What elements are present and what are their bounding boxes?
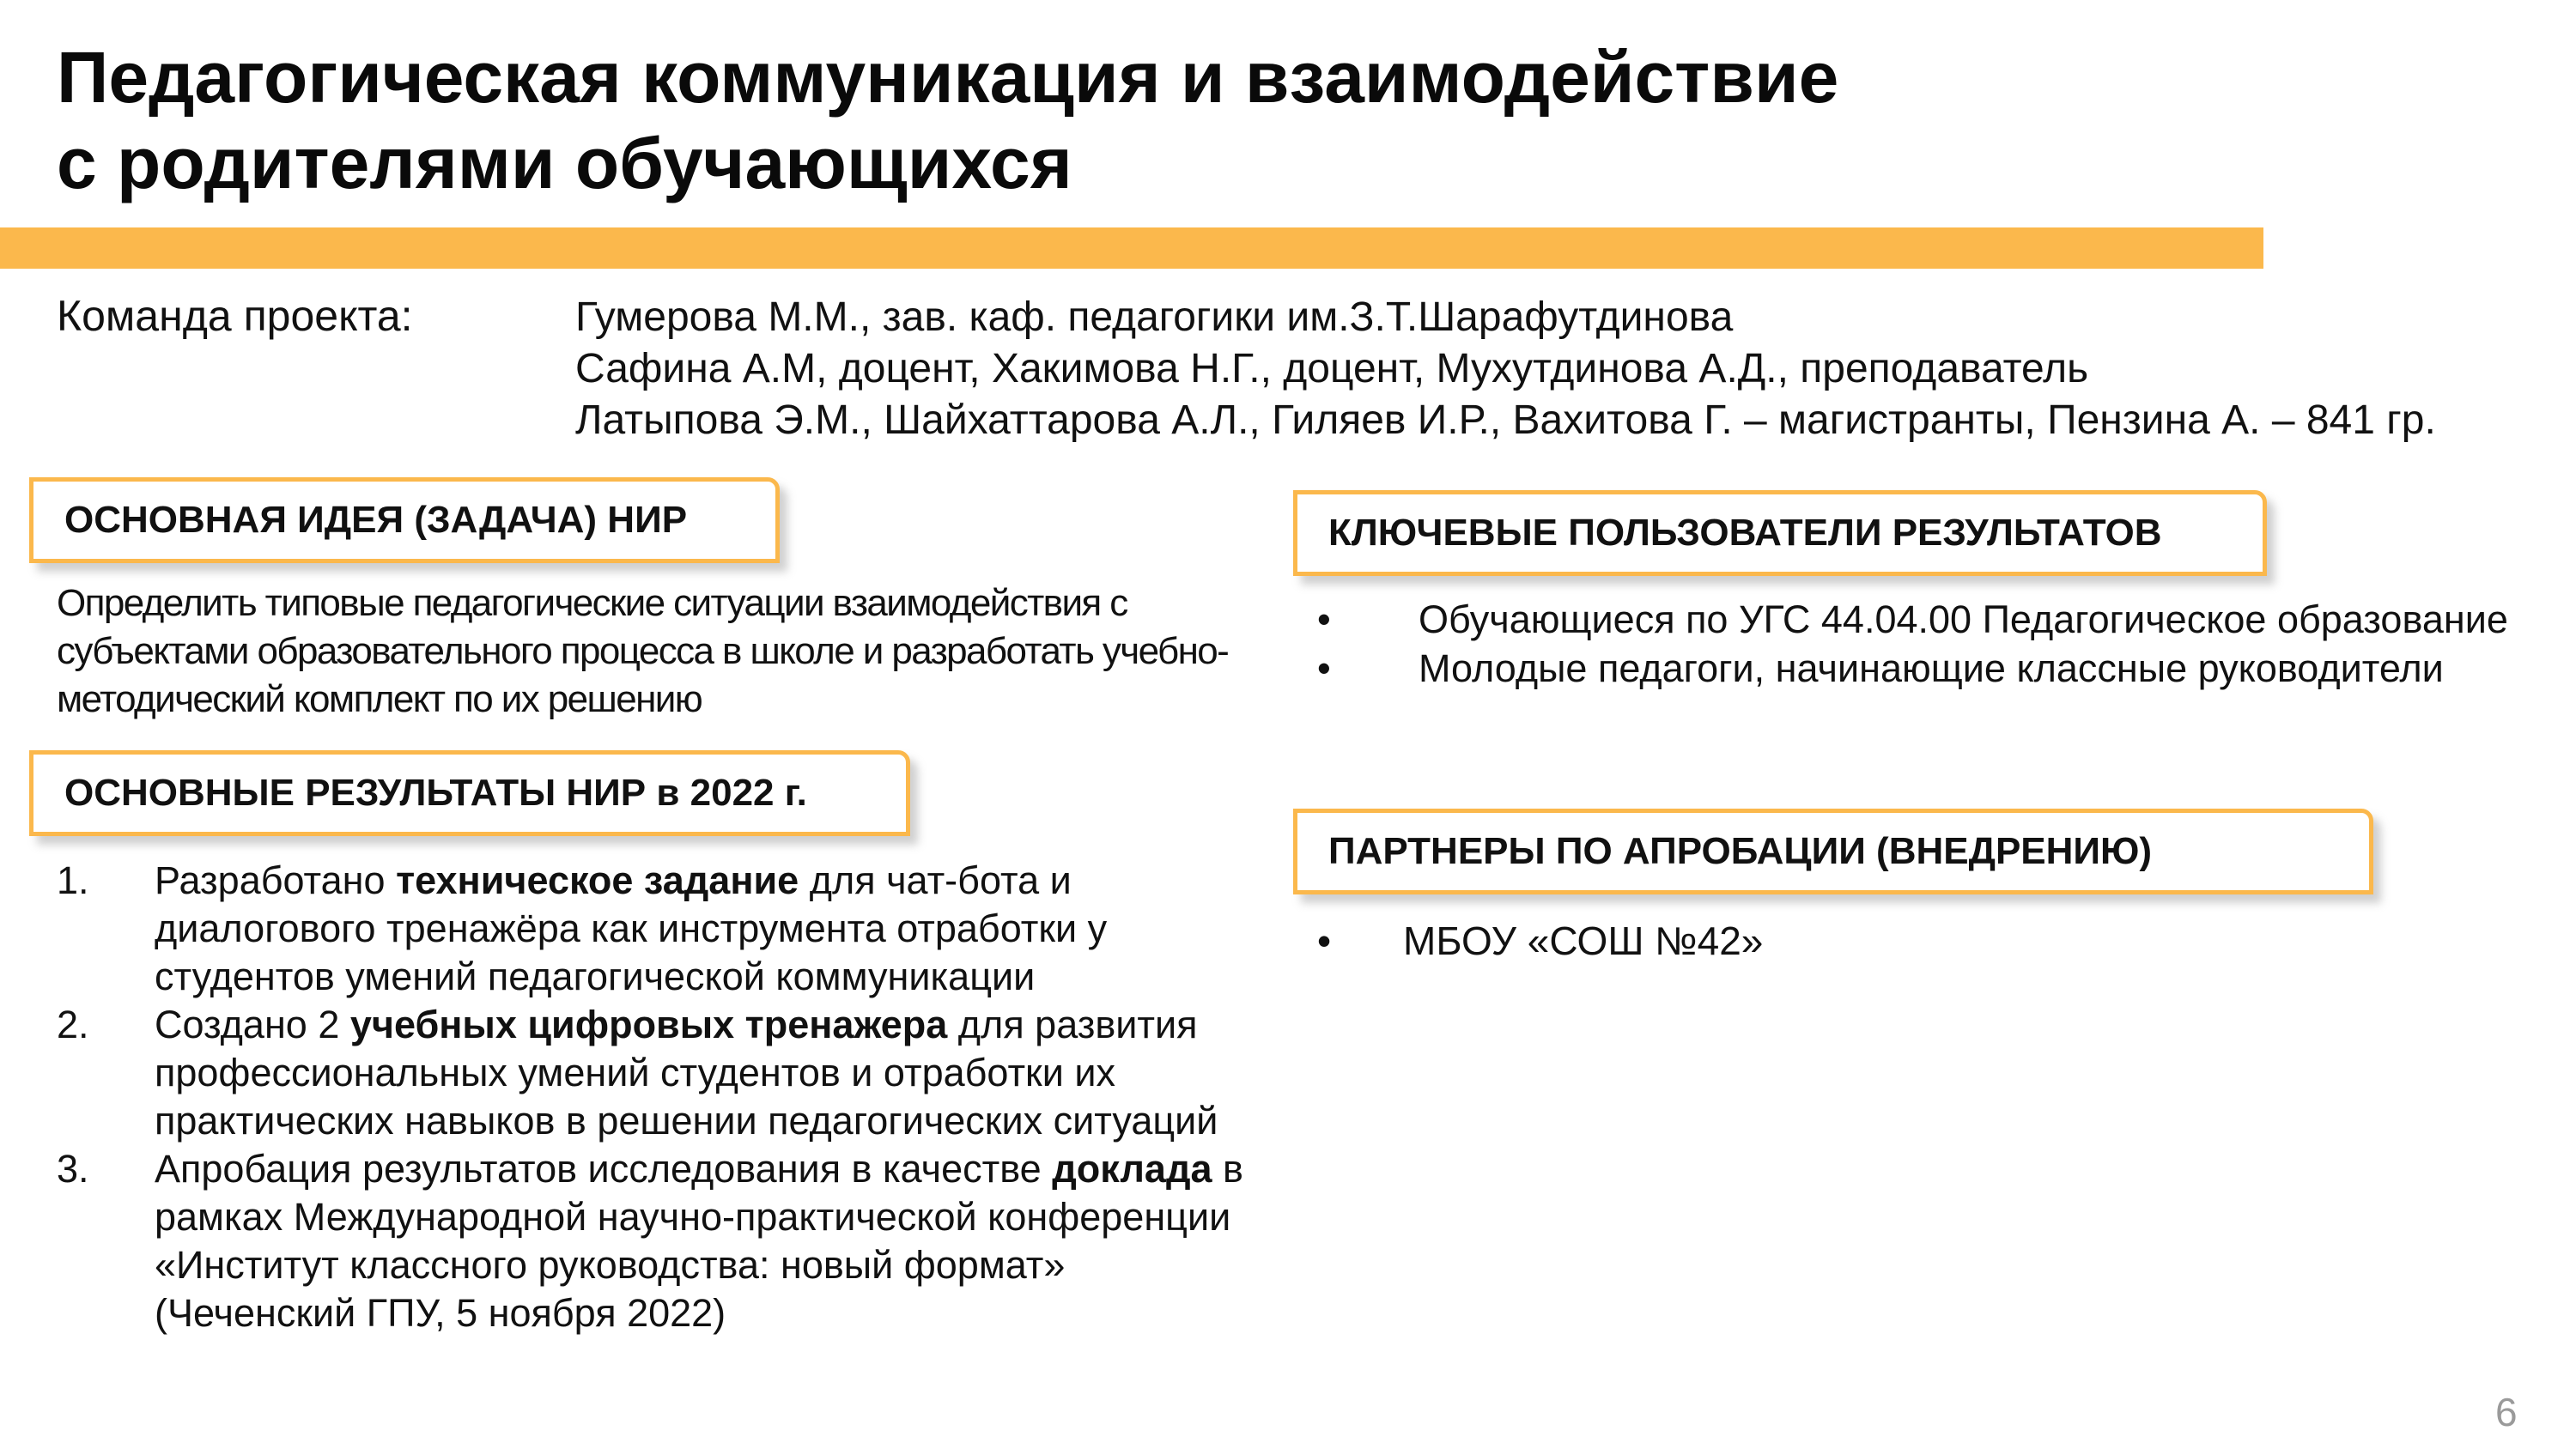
item-text: Апробация результатов исследования в качестве — [155, 1147, 1053, 1191]
list-item-text: Молодые педагоги, начинающие классные руководители — [1419, 646, 2444, 690]
list-item — [1317, 595, 2508, 644]
list-item — [1317, 917, 1763, 966]
list-item — [1317, 644, 2508, 693]
item-text: для чат-бота и диалогового тренажёра как инструмента отработки у студентов умений педагогической коммуникации — [155, 858, 1108, 998]
item-bold-text: доклада — [1052, 1147, 1212, 1191]
idea-text: Определить типовые педагогические ситуации взаимодействия с субъектами образовательного процесса в школе и разработать учебно-методический комплект по их решению — [57, 582, 1229, 720]
item-text: Создано 2 — [155, 1003, 350, 1046]
bullet-icon: • — [1317, 597, 1331, 641]
results-heading: ОСНОВНЫЕ РЕЗУЛЬТАТЫ НИР в 2022 г. — [29, 750, 910, 836]
list-item-text: Обучающиеся по УГС 44.04.00 Педагогическое образование — [1419, 597, 2508, 641]
team-member-line: Сафина А.М, доцент, Хакимова Н.Г., доцент, Мухутдинова А.Д., преподаватель — [575, 346, 2089, 391]
list-item-text: МБОУ «СОШ №42» — [1403, 919, 1764, 963]
item-number: 2. — [57, 1003, 89, 1046]
item-bold-text: учебных цифровых тренажера — [349, 1003, 948, 1046]
results-item — [57, 1001, 1259, 1145]
team-member-line: Гумерова М.М., зав. каф. педагогики им.З.Т.Шарафутдинова — [575, 294, 1734, 340]
item-text: Разработано — [155, 858, 397, 902]
item-text: в рамках Международной научно-практической конференции «Институт классного руководства: новый формат» (Чеченский ГПУ, 5 ноября 2022) — [155, 1147, 1243, 1335]
item-number: 1. — [57, 858, 89, 902]
users-list — [1317, 595, 2508, 693]
idea-heading: ОСНОВНАЯ ИДЕЯ (ЗАДАЧА) НИР — [29, 477, 780, 563]
results-list — [57, 857, 1259, 1337]
page-number: 6 — [2495, 1390, 2518, 1434]
results-item — [57, 1145, 1259, 1337]
team-member-line: Латыпова Э.М., Шайхаттарова А.Л., Гиляев И.Р., Вахитова Г. – магистранты, Пензина А. – 841 гр. — [575, 397, 2436, 443]
users-heading: КЛЮЧЕВЫЕ ПОЛЬЗОВАТЕЛИ РЕЗУЛЬТАТОВ — [1293, 490, 2267, 576]
team-label: Команда проекта: — [57, 292, 413, 340]
title-line-2: с родителями обучающихся — [57, 123, 1072, 203]
bullet-icon: • — [1317, 919, 1332, 963]
partners-list — [1317, 917, 1763, 966]
item-number: 3. — [57, 1147, 89, 1191]
item-text: для развития профессиональных умений студентов и отработки их практических навыков в решении педагогических ситуаций — [155, 1003, 1218, 1143]
slide-title — [57, 34, 2289, 206]
accent-bar — [0, 227, 2263, 269]
results-item — [57, 857, 1259, 1001]
partners-heading: ПАРТНЕРЫ ПО АПРОБАЦИИ (ВНЕДРЕНИЮ) — [1293, 809, 2373, 894]
item-bold-text: техническое задание — [396, 858, 799, 902]
bullet-icon: • — [1317, 646, 1331, 690]
team-members — [575, 292, 2436, 446]
title-line-1: Педагогическая коммуникация и взаимодействие — [57, 37, 1839, 118]
